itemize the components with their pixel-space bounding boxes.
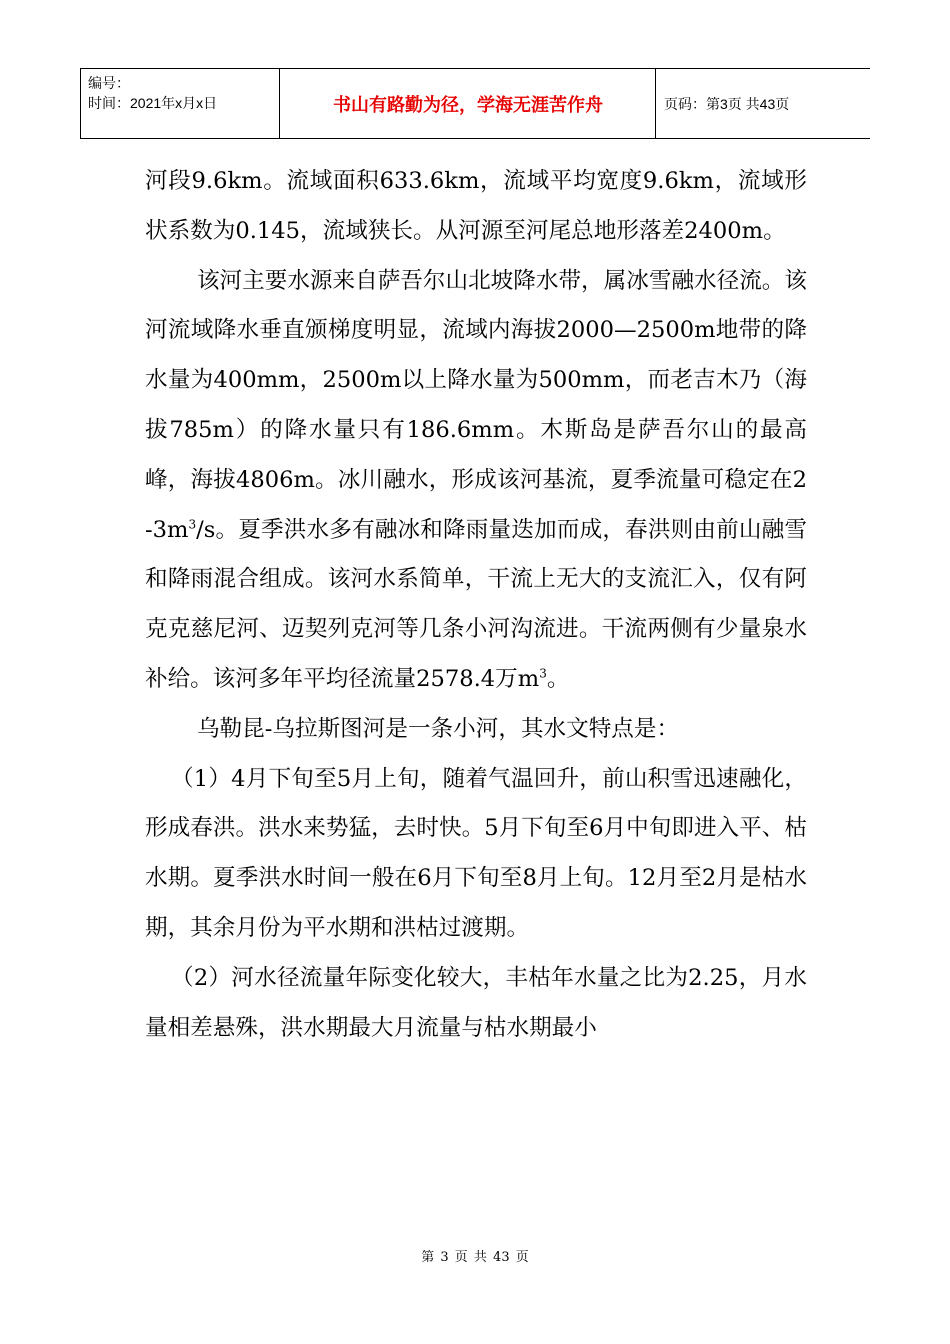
paragraph: （1）4月下旬至5月上旬，随着气温回升，前山积雪迅速融化，形成春洪。洪水来势猛，去时快。5月下旬至6月中旬即进入平、枯水期。夏季洪水时间一般在6月下旬至8月上旬。12月至2月是枯水期，其余月份为平水期和洪枯过渡期。: [145, 765, 807, 941]
document-time-label: 时间：2021年x月x日: [88, 95, 218, 111]
header-divider: [80, 69, 81, 138]
header-divider: [279, 69, 280, 138]
superscript: 3: [539, 666, 547, 681]
paragraph-text: 该河主要水源来自萨吾尔山北坡降水带，属冰雪融水径流。该河流域降水垂直颁梯度明显，流域内海拔2000—2500m地带的降水量为400mm，2500m以上降水量为500mm，而老吉木乃（海拔785m）的降水量只有186.6mm。木斯岛是萨吾尔山的最高峰，海拔4806m。冰川融水，形成该河基流，夏季流量可稳定在2-3m: [145, 267, 807, 543]
page-footer: 第 3 页 共 43 页: [421, 1250, 529, 1265]
header-meta: [88, 73, 278, 113]
document-number-label: 编号：: [88, 75, 130, 91]
paragraph-text: /s。夏季洪水多有融冰和降雨量迭加而成，春洪则由前山融雪和降雨混合组成。该河水系简单，干流上无大的支流汇入，仅有阿克克慈尼河、迈契列克河等几条小河沟流进。干流两侧有少量泉水补给。该河多年平均径流量2578.4万m: [145, 516, 807, 692]
paragraph-text: 。: [546, 665, 570, 692]
paragraph: 河段9.6km。流域面积633.6km，流域平均宽度9.6km，流域形状系数为0.145，流域狭长。从河源至河尾总地形落差2400m。: [145, 168, 807, 244]
superscript: 3: [188, 517, 197, 532]
header-motto: 书山有路勤为径，学海无涯苦作舟: [333, 94, 603, 116]
header-page-info: 页码：第3页 共43页: [664, 95, 790, 112]
page-header: [80, 68, 870, 139]
body-text: [145, 157, 807, 1053]
paragraph: [145, 257, 807, 705]
paragraph: （2）河水径流量年际变化较大，丰枯年水量之比为2.25，月水量相差悬殊，洪水期最大月流量与枯水期最小: [145, 964, 807, 1041]
paragraph: 乌勒昆-乌拉斯图河是一条小河，其水文特点是：: [196, 715, 680, 742]
